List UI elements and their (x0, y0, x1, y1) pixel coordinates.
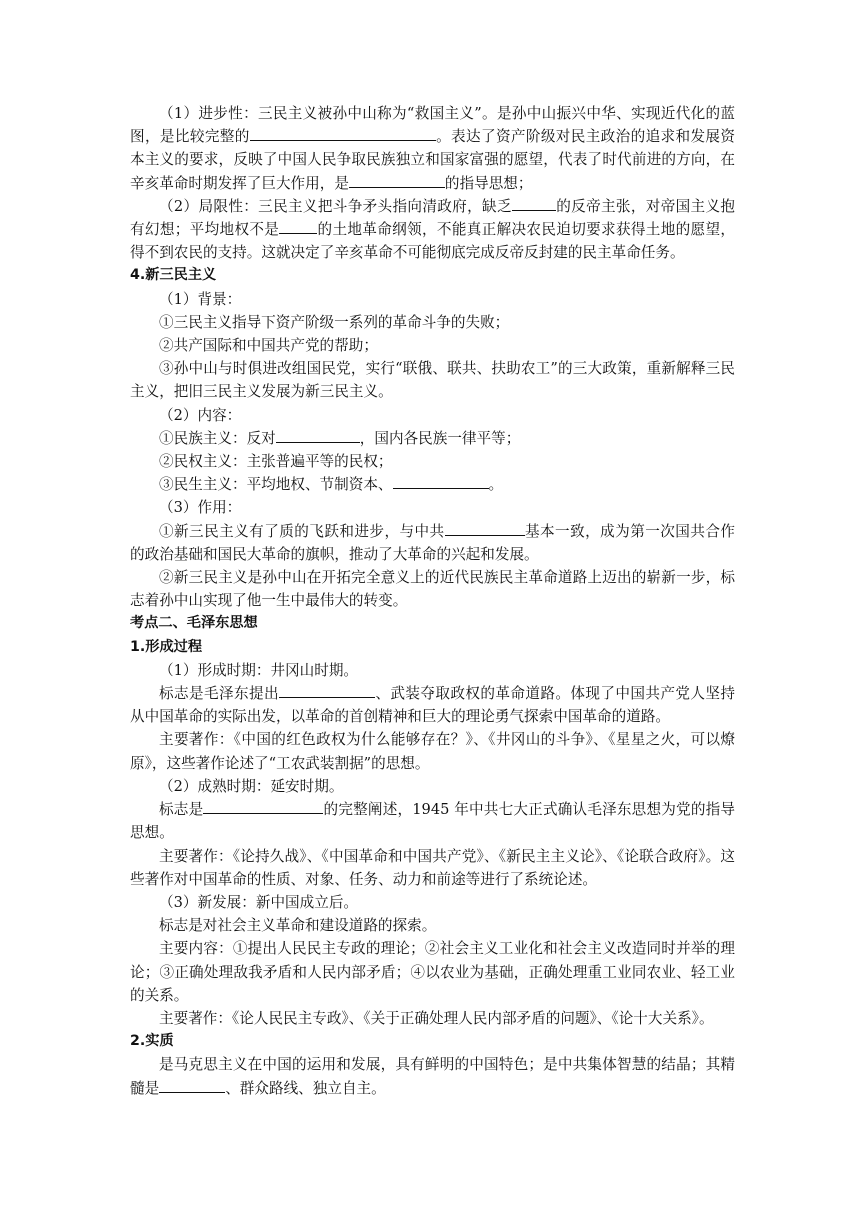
section-heading-essence: 2.实质 (130, 1033, 174, 1050)
fill-blank[interactable] (276, 427, 360, 443)
formation-works: 主要著作：《中国的红色政权为什么能够存在？》、《井冈山的斗争》、《星星之火，可以燎原》，这些著作论述了“工农武装割据”的思想。 (130, 731, 735, 772)
fill-blank[interactable] (445, 520, 525, 536)
document-page (130, 102, 735, 1100)
formation-stage-label: （1）形成时期：井冈山时期。 (159, 661, 359, 679)
topic-heading-mao-thought: 考点二、毛泽东思想 (130, 615, 258, 632)
effect-item: ②新三民主义是孙中山在开拓完全意义上的近代民族民主革命道路上迈出的崭新一步，标志着孙中山实现了他一生中最伟大的转变。 (130, 569, 735, 610)
limitation-paragraph: （2）局限性：三民主义把斗争矛头指向清政府，缺乏 的反帝主张，对帝国主义抱有幻想；平均地权不是 的土地革命纲领，不能真正解决农民迫切要求获得土地的愿望，得不到农民的支持。这就决定了辛亥革命不可能彻底完成反帝反封建的民主革命任务。 (130, 195, 735, 265)
fill-blank[interactable] (279, 682, 375, 698)
fill-blank[interactable] (349, 172, 445, 188)
fill-blank[interactable] (250, 125, 436, 141)
maturity-stage-label: （2）成熟时期：延安时期。 (159, 777, 344, 795)
progressiveness-paragraph: （1）进步性：三民主义被孙中山称为“救国主义”。是孙中山振兴中华、实现近代化的蓝图，是比较完整的 。表达了资产阶级对民主政治的追求和发展资本主义的要求，反映了中国人民争取民族独立和国家富强的愿望，代表了时代前进的方向，在辛亥革命时期发挥了巨大作用，是 的指导思想； (130, 105, 735, 192)
fill-blank[interactable] (393, 473, 489, 489)
maturity-sign: 标志是 的完整阐述，1945 年中共七大正式确认毛泽东思想为党的指导思想。 (130, 798, 735, 844)
background-item: ①三民主义指导下资产阶级一系列的革命斗争的失败； (159, 313, 510, 331)
section-heading-formation: 1.形成过程 (130, 638, 203, 655)
essence-paragraph: 是马克思主义在中国的运用和发展，具有鲜明的中国特色；是中共集体智慧的结晶；其精髓是 、群众路线、独立自主。 (130, 1056, 735, 1097)
development-stage-label: （3）新发展：新中国成立后。 (159, 893, 359, 911)
development-content: 主要内容：①提出人民民主专政的理论；②社会主义工业化和社会主义改造同时并举的理论；③正确处理敌我矛盾和人民内部矛盾；④以农业为基础，正确处理重工业同农业、轻工业的关系。 (130, 940, 735, 1004)
development-works: 主要著作：《论人民民主专政》、《关于正确处理人民内部矛盾的问题》、《论十大关系》。 (159, 1009, 714, 1027)
effect-item: ①新三民主义有了质的飞跃和进步，与中共 基本一致，成为第一次国共合作的政治基础和国民大革命的旗帜，推动了大革命的兴起和发展。 (130, 520, 735, 566)
maturity-works: 主要著作：《论持久战》、《中国革命和中国共产党》、《新民主主义论》、《论联合政府》。这些著作对中国革命的性质、对象、任务、动力和前途等进行了系统论述。 (130, 847, 735, 888)
effect-label: （3）作用： (159, 499, 242, 517)
content-item: ②民权主义：主张普遍平等的民权； (159, 453, 393, 471)
development-sign: 标志是对社会主义革命和建设道路的探索。 (159, 917, 437, 935)
content-item: ①民族主义：反对 ，国内各民族一律平等； (130, 427, 735, 450)
formation-sign: 标志是毛泽东提出 、武装夺取政权的革命道路。体现了中国共产党人坚持从中国革命的实际出发，以革命的首创精神和巨大的理论勇气探索中国革命的道路。 (130, 682, 735, 728)
section-heading-new-three-principles: 4.新三民主义 (130, 267, 217, 284)
background-item: ③孙中山与时俱进改组国民党，实行“联俄、联共、扶助农工”的三大政策，重新解释三民主义，把旧三民主义发展为新三民主义。 (130, 360, 735, 401)
fill-blank[interactable] (203, 798, 323, 814)
fill-blank[interactable] (279, 218, 317, 234)
content-label: （2）内容： (159, 406, 242, 424)
background-item: ②共产国际和中国共产党的帮助； (159, 337, 378, 355)
content-item: ③民生主义：平均地权、节制资本、 。 (130, 473, 735, 496)
background-label: （1）背景： (159, 290, 242, 308)
fill-blank[interactable] (512, 195, 556, 211)
fill-blank[interactable] (159, 1077, 225, 1093)
